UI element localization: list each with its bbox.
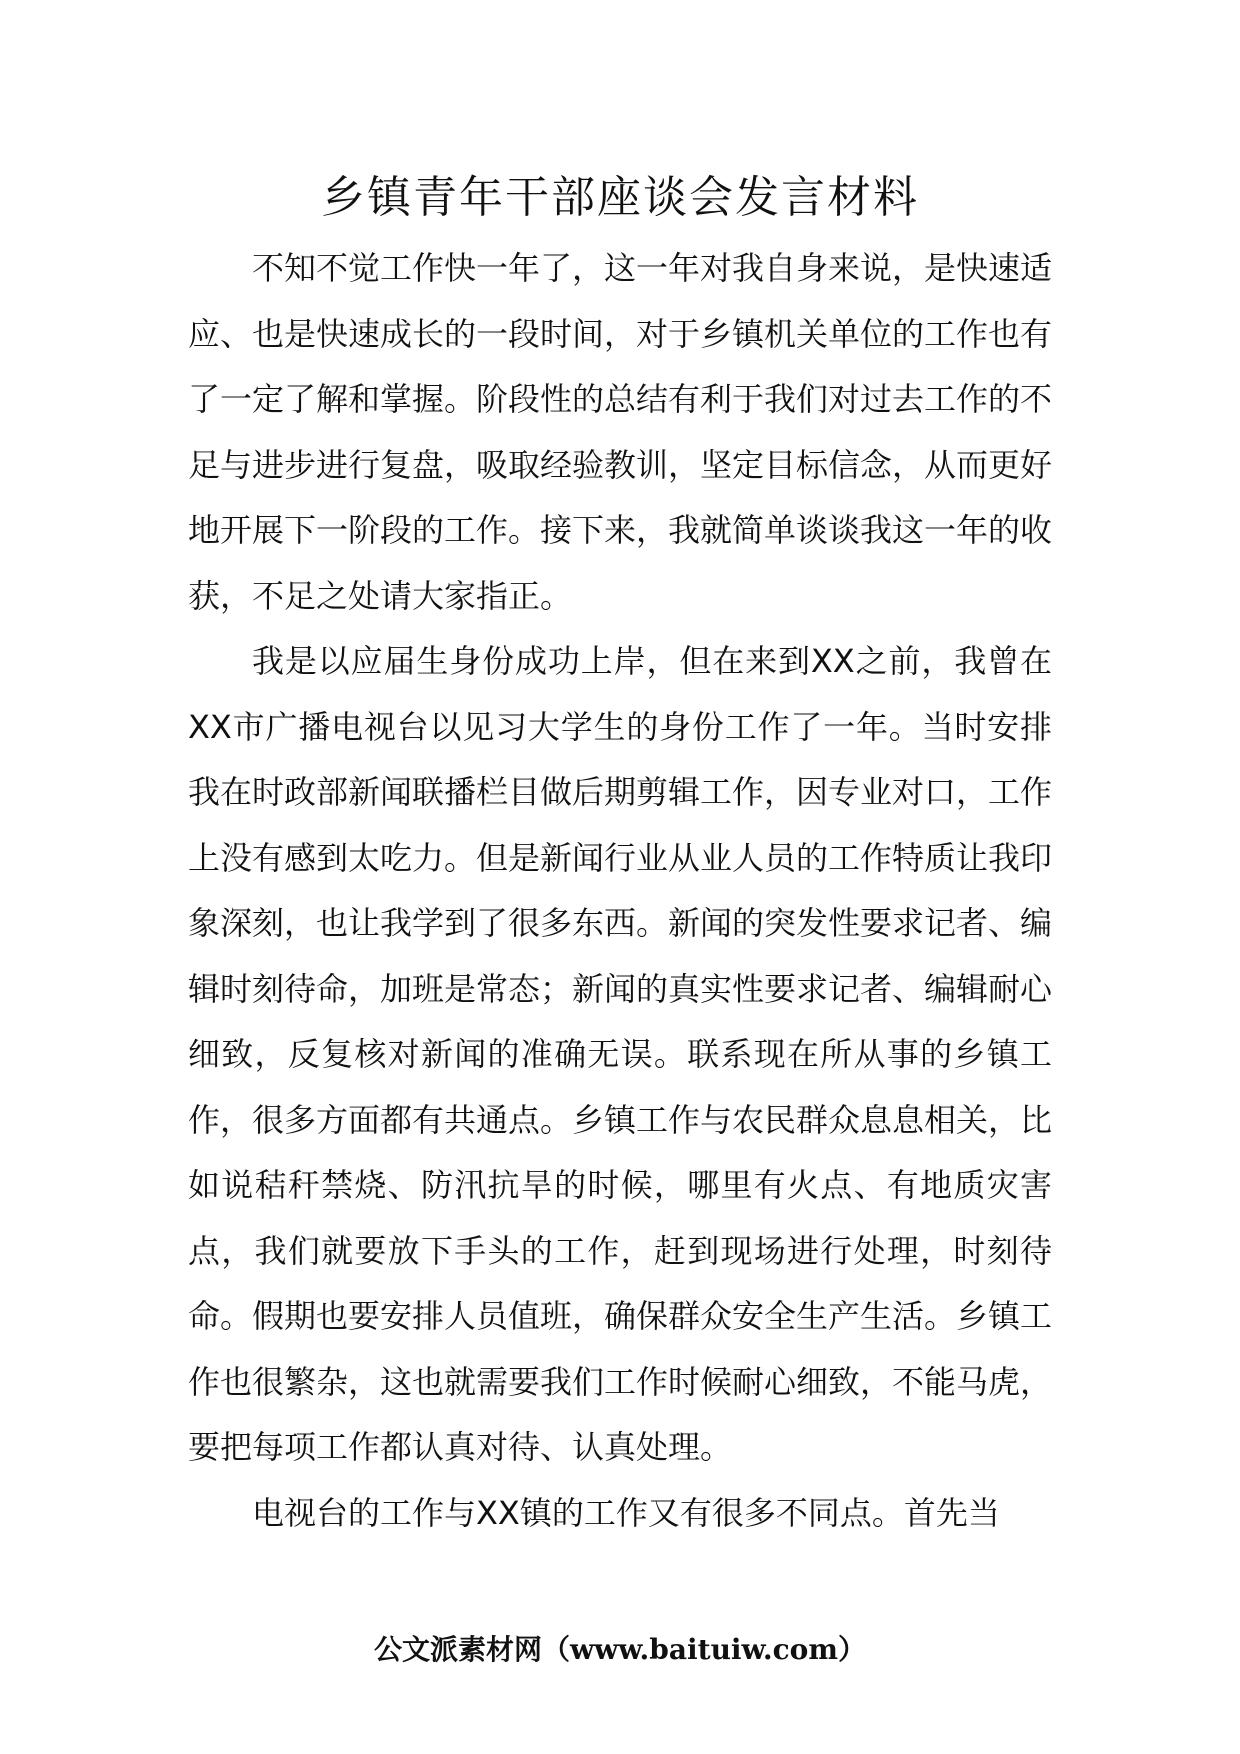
paragraph-2: 我是以应届生身份成功上岸，但在来到XX之前，我曾在XX市广播电视台以见习大学生的身份工作了一年。当时安排我在时政部新闻联播栏目做后期剪辑工作，因专业对口，工作上没有感到太吃力。但是新闻行业从业人员的工作特质让我印象深刻，也让我学到了很多东西。新闻的突发性要求记者、编辑时刻待命，加班是常态；新闻的真实性要求记者、编辑耐心细致，反复核对新闻的准确无误。联系现在所从事的乡镇工作，很多方面都有共通点。乡镇工作与农民群众息息相关，比如说秸秆禁烧、防汛抗旱的时候，哪里有火点、有地质灾害点，我们就要放下手头的工作，赶到现场进行处理，时刻待命。假期也要安排人员值班，确保群众安全生产生活。乡镇工作也很繁杂，这也就需要我们工作时候耐心细致，不能马虎，要把每项工作都认真对待、认真处理。 xyxy=(188,642,1053,1466)
document-body xyxy=(188,236,1052,1546)
footer-watermark: 公文派素材网（www.baituiw.com） xyxy=(374,1633,866,1666)
paragraph-3: 电视台的工作与XX镇的工作又有很多不同点。首先当 xyxy=(252,1493,1000,1532)
document-title: 乡镇青年干部座谈会发言材料 xyxy=(321,172,919,223)
paragraph-1: 不知不觉工作快一年了，这一年对我自身来说，是快速适应、也是快速成长的一段时间，对于乡镇机关单位的工作也有了一定了解和掌握。阶段性的总结有利于我们对过去工作的不足与进步进行复盘，吸取经验教训，坚定目标信念，从而更好地开展下一阶段的工作。接下来，我就简单谈谈我这一年的收获，不足之处请大家指正。 xyxy=(188,249,1053,615)
